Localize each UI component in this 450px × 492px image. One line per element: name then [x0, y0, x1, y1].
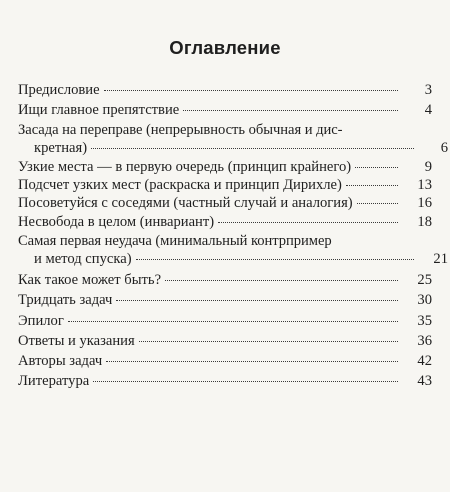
toc-page-number: 16 — [417, 195, 432, 211]
toc-entry-title: Засада на переправе (непрерывность обычная и дис- — [18, 122, 343, 138]
toc-page-number: 43 — [417, 373, 432, 389]
dot-leader — [106, 360, 398, 362]
toc-entry-title: Эпилог — [18, 313, 64, 329]
toc-entry[interactable] — [18, 121, 448, 157]
toc-page-number: 6 — [440, 140, 448, 156]
toc-page-number: 36 — [417, 333, 432, 349]
toc-page-number: 3 — [424, 82, 432, 98]
toc-entry-title-continued: и метод спуска) — [34, 251, 132, 267]
dot-leader — [355, 166, 398, 168]
toc-page-number: 30 — [417, 292, 432, 308]
dot-leader — [91, 147, 414, 149]
toc-entry-title: Предисловие — [18, 82, 100, 98]
toc-entry-title: Ищи главное препятствие — [18, 102, 180, 118]
dot-leader — [136, 258, 414, 260]
toc-page-number: 21 — [433, 251, 448, 267]
toc-page-number: 4 — [424, 102, 432, 118]
dot-leader — [346, 184, 398, 186]
table-of-contents — [18, 78, 448, 390]
toc-entry[interactable] — [18, 312, 432, 330]
toc-entry[interactable] — [18, 213, 432, 231]
toc-entry[interactable] — [18, 176, 432, 194]
toc-entry-title: Литература — [18, 373, 90, 389]
toc-page-number: 25 — [417, 272, 432, 288]
dot-leader — [183, 109, 398, 111]
toc-entry[interactable] — [18, 194, 432, 212]
dot-leader — [218, 221, 398, 223]
dot-leader — [104, 89, 398, 91]
toc-entry-title: Как такое может быть? — [18, 272, 162, 288]
dot-leader — [68, 320, 398, 322]
toc-page-number: 9 — [424, 159, 432, 175]
toc-entry-title: Несвобода в целом (инвариант) — [18, 214, 215, 230]
toc-entry-title: Подсчет узких мест (раскраска и принцип Дирихле) — [18, 177, 342, 193]
toc-entry[interactable] — [18, 332, 432, 350]
toc-entry[interactable] — [18, 372, 432, 390]
toc-entry-title: Посоветуйся с соседями (частный случай и аналогия) — [18, 195, 353, 211]
dot-leader — [93, 380, 398, 382]
toc-page-number: 35 — [417, 313, 432, 329]
page-title: Оглавление — [169, 37, 281, 58]
toc-entry[interactable] — [18, 352, 432, 370]
toc-page-number: 18 — [417, 214, 432, 230]
dot-leader — [116, 299, 398, 301]
toc-entry-title: Тридцать задач — [18, 292, 113, 308]
toc-page-number: 42 — [417, 353, 432, 369]
toc-entry[interactable] — [18, 158, 432, 176]
toc-entry[interactable] — [18, 271, 432, 289]
dot-leader — [165, 279, 398, 281]
toc-entry-title: Самая первая неудача (минимальный контрпример — [18, 233, 332, 249]
toc-entry-title: Ответы и указания — [18, 333, 135, 349]
toc-entry[interactable] — [18, 232, 448, 268]
toc-entry[interactable] — [18, 101, 432, 119]
dot-leader — [139, 340, 398, 342]
toc-entry-title: Узкие места — в первую очередь (принцип крайнего) — [18, 159, 352, 175]
toc-entry-title: Авторы задач — [18, 353, 103, 369]
toc-entry[interactable] — [18, 81, 432, 99]
toc-entry-title-continued: кретная) — [34, 140, 88, 156]
dot-leader — [357, 202, 398, 204]
toc-entry[interactable] — [18, 291, 432, 309]
toc-page-number: 13 — [417, 177, 432, 193]
